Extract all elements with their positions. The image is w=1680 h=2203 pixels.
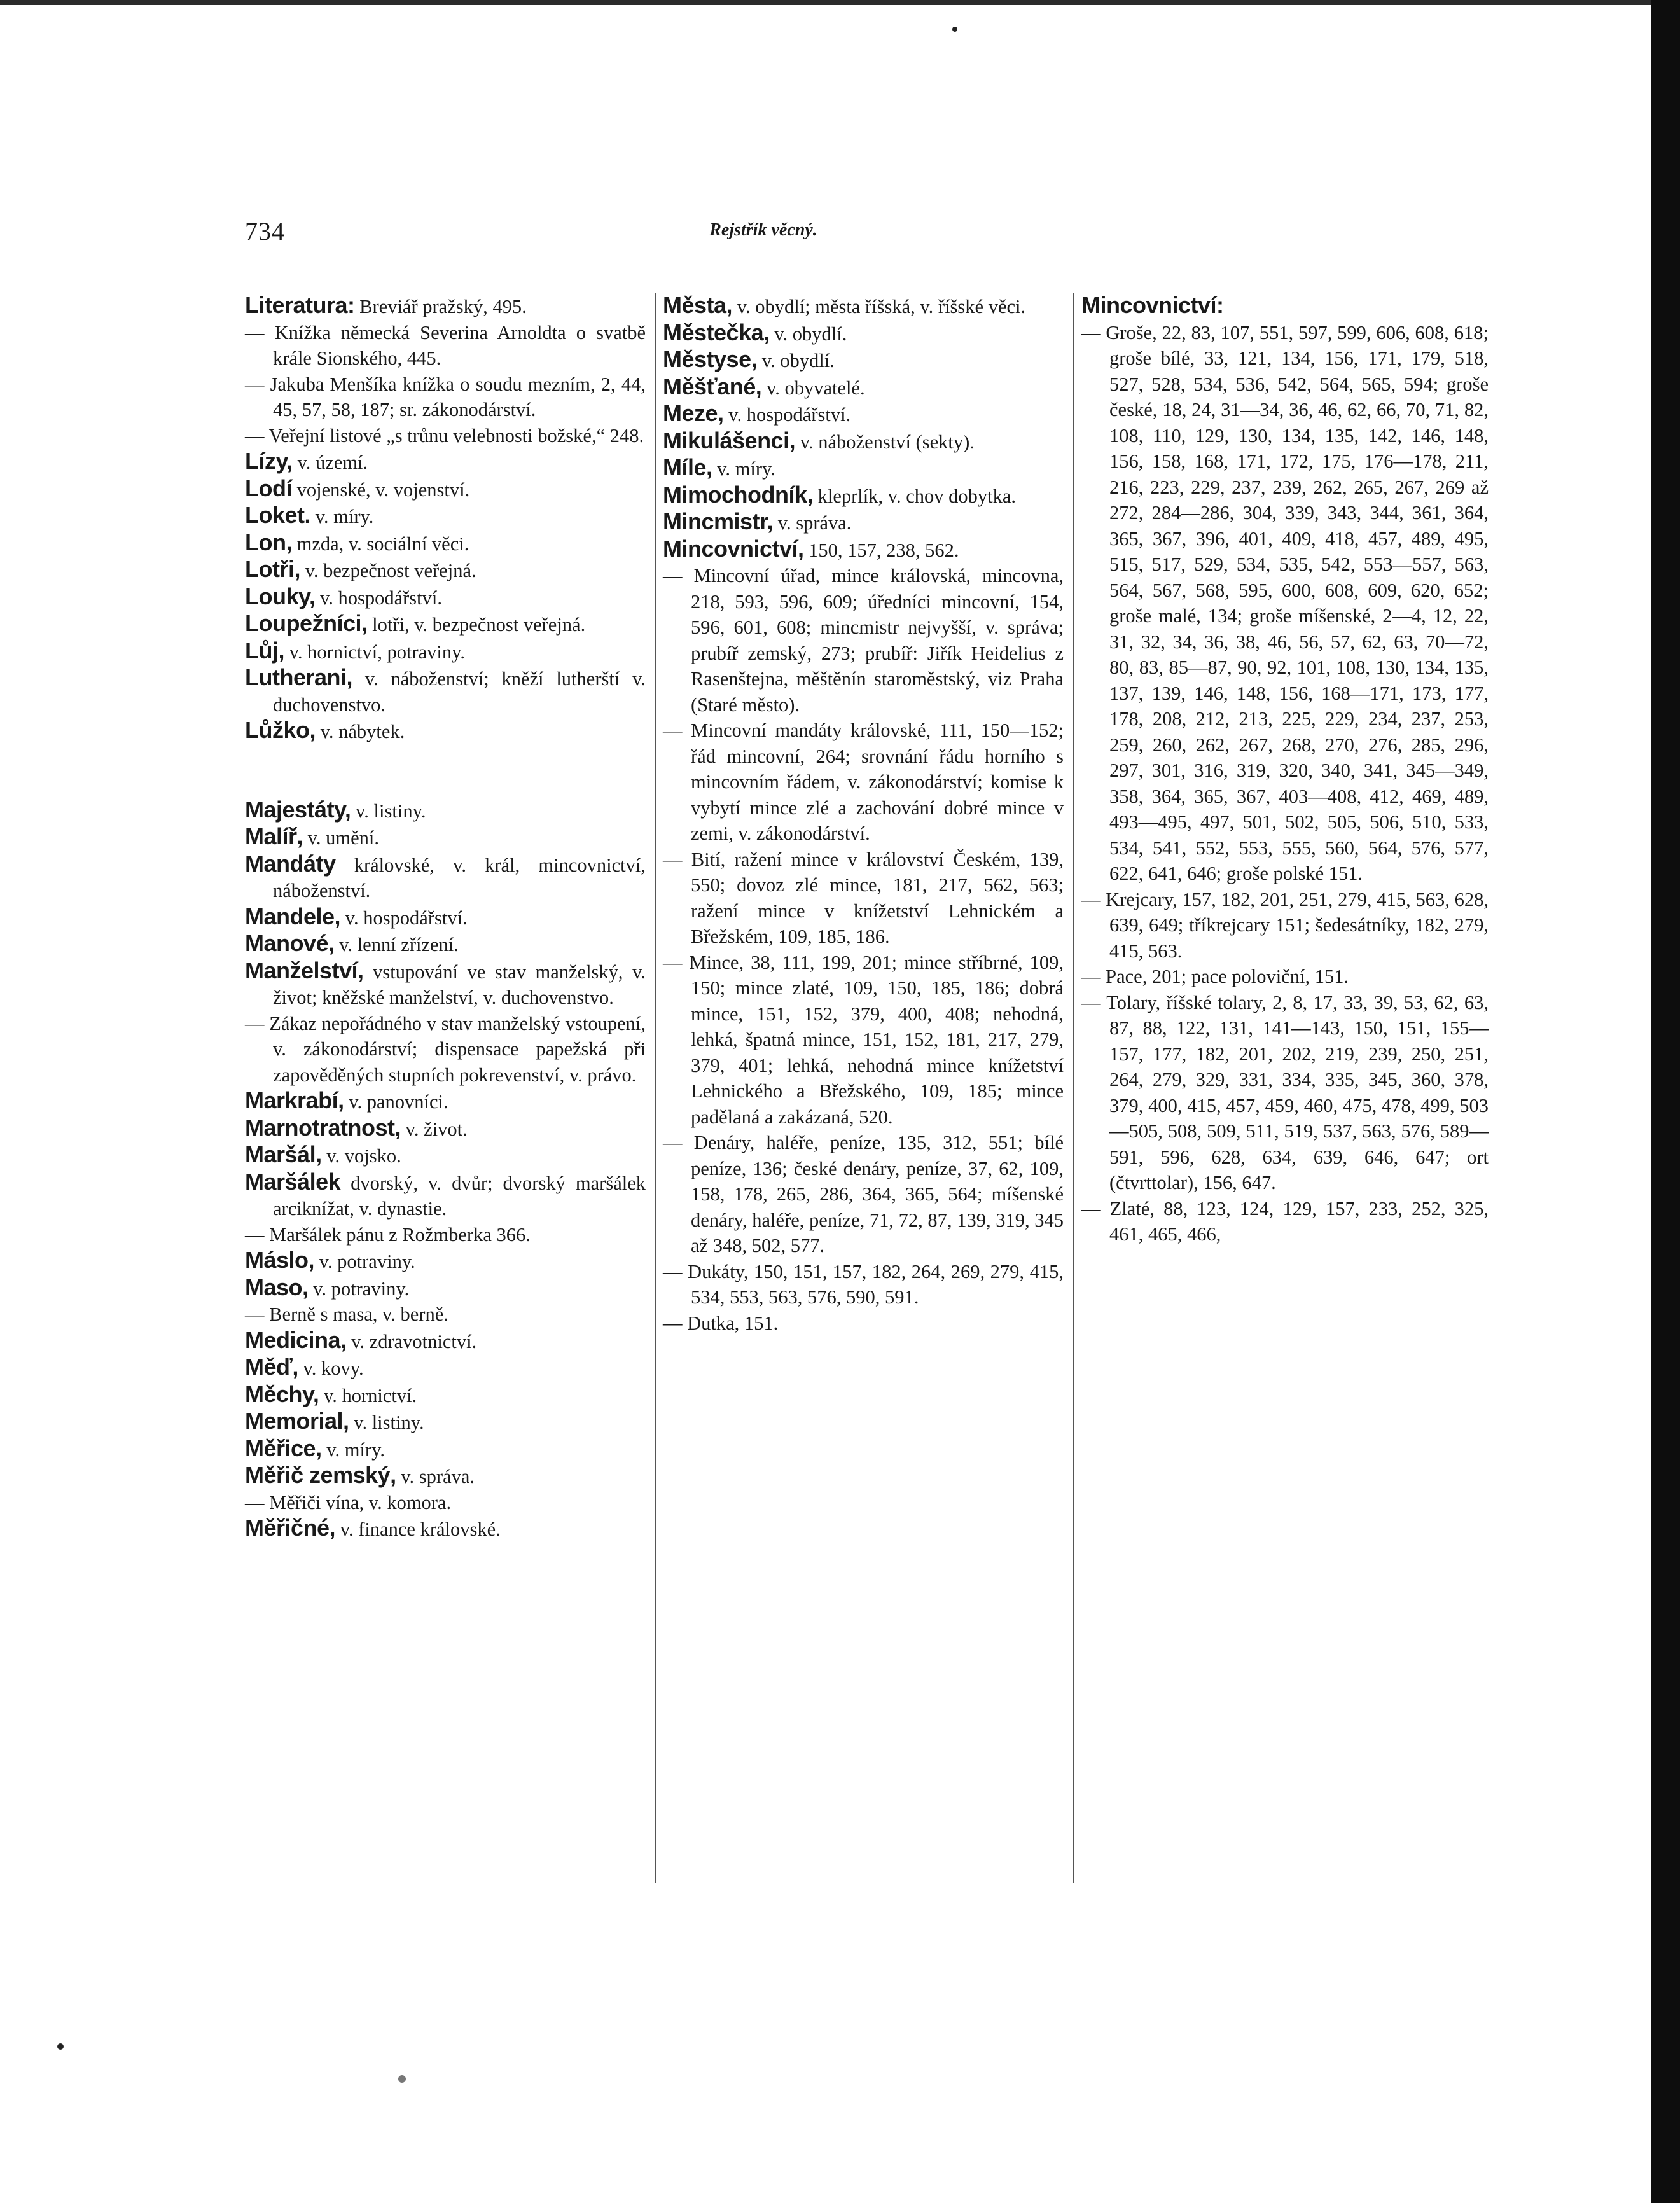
page-number: 734 — [245, 217, 285, 246]
entry-text: — Zlaté, 88, 123, 124, 129, 157, 233, 252, 325, 461, 465, 466, — [1081, 1197, 1489, 1245]
entry-text: lotři, v. bezpečnost veřejná. — [367, 614, 586, 636]
entry-text: — Zákaz nepořádného v stav manželský vstoupení, v. zákonodárství; dispensace papežská při zapověděných stupních pokrevenství, v. právo. — [245, 1012, 646, 1086]
entry-term: Městečka, — [663, 319, 770, 345]
index-entry — [663, 509, 1064, 536]
entry-text: v. správa. — [773, 512, 852, 534]
index-entry — [245, 1463, 646, 1490]
entry-text: v. obydlí; města říšská, v. říšské věci. — [732, 296, 1026, 317]
index-subentry — [1081, 1196, 1489, 1247]
index-entry — [245, 665, 646, 718]
index-entry — [663, 320, 1064, 347]
index-entry — [245, 904, 646, 931]
entry-text: mzda, v. sociální věci. — [291, 532, 469, 555]
index-entry — [245, 1515, 646, 1543]
index-subentry — [663, 1130, 1064, 1259]
entry-text: — Bití, ražení mince v království Českém, 139, 550; dovoz zlé mince, 181, 217, 562, 563; ražení mince v knížetství Lehnickém a Břežském, 109, 185, 186. — [663, 848, 1064, 947]
scan-speck — [952, 27, 957, 32]
entry-term: Mincovnictví: — [1081, 292, 1224, 318]
index-entry — [245, 1247, 646, 1275]
entry-term: Louky, — [245, 583, 316, 609]
index-entry — [663, 455, 1064, 482]
index-entry — [245, 1354, 646, 1382]
entry-term: Mimochodník, — [663, 481, 813, 508]
index-entry — [245, 797, 646, 824]
index-entry — [1081, 293, 1489, 320]
index-entry — [245, 503, 646, 530]
entry-text: v. listiny. — [351, 800, 426, 822]
index-entry — [663, 536, 1064, 564]
index-entry — [245, 1088, 646, 1115]
index-subentry — [245, 1302, 646, 1328]
entry-term: Majestáty, — [245, 796, 351, 823]
entry-text: v. hornictví. — [319, 1384, 417, 1407]
entry-text: v. potraviny. — [314, 1251, 415, 1272]
running-head: Rejstřík věcný. — [709, 220, 817, 240]
index-entry — [245, 718, 646, 745]
entry-text: dvorský, v. dvůr; dvorský maršálek arciknížat, v. dynastie. — [273, 1172, 646, 1220]
entry-term: Memorial, — [245, 1408, 349, 1434]
entry-term: Lůžko, — [245, 717, 316, 743]
entry-text: královské, v. král, mincovnictví, náboženství. — [273, 854, 646, 901]
entry-text: — Mincovní mandáty královské, 111, 150—152; řád mincovní, 264; srovnání řádu horního s mincovním řádem, v. zákonodárství; komise k vybytí mince zlé a zachování dobré mince v zemi, v. zákonodárství. — [663, 719, 1064, 844]
entry-text: — Dutka, 151. — [663, 1312, 779, 1334]
index-subentry — [245, 1222, 646, 1248]
index-entry — [663, 374, 1064, 401]
entry-text: — Denáry, haléře, peníze, 135, 312, 551; bílé peníze, 136; české denáry, peníze, 37, 62, 109, 158, 178, 265, 286, 364, 365, 564; míšenské denáry, haléře, peníze, 71, 72, 87, 139, 319, 345 až 348, 502, 577. — [663, 1132, 1064, 1256]
entry-term: Měchy, — [245, 1380, 319, 1407]
entry-term: Manové, — [245, 930, 335, 956]
entry-term: Lůj, — [245, 637, 284, 664]
index-entry — [663, 428, 1064, 455]
index-entry — [245, 931, 646, 958]
entry-term: Meze, — [663, 400, 724, 426]
index-subentry — [245, 320, 646, 372]
index-entry — [245, 1382, 646, 1409]
scan-speck — [398, 2075, 406, 2083]
index-entry — [245, 1408, 646, 1436]
entry-term: Mikulášenci, — [663, 427, 796, 454]
index-entry — [245, 530, 646, 557]
entry-text: v. hornictví, potraviny. — [284, 641, 466, 663]
entry-text: v. panovníci. — [344, 1091, 448, 1113]
index-subentry — [245, 372, 646, 423]
entry-term: Maso, — [245, 1274, 309, 1300]
index-subentry — [663, 1259, 1064, 1310]
scan-top-edge — [0, 0, 1680, 5]
entry-text: v. míry. — [310, 506, 374, 527]
index-entry — [663, 401, 1064, 428]
entry-text: v. nábytek. — [316, 721, 405, 742]
entry-term: Máslo, — [245, 1247, 315, 1273]
entry-term: Měřičné, — [245, 1515, 336, 1541]
entry-text: v. listiny. — [349, 1412, 424, 1433]
index-entry — [663, 293, 1064, 320]
entry-text: — Groše, 22, 83, 107, 551, 597, 599, 606, 608, 618; groše bílé, 33, 121, 134, 156, 171, 179, 518, 527, 528, 534, 536, 542, 564, 565, 594; groše české, 18, 24, 31—34, 36, 46, 62, 66, 70, 71, 82, 108, 110, 129, 130, 134, 135, 142, 146, 148, 156, 158, 168, 171, 172, 175, 176—178, 211, 216, 223, 229, 237, 239, 262, 265, 267, 269 až 272, 284—286, 304, 339, 343, 344, 361, 364, 365, 367, 396, 401, 409, 418, 457, 489, 495, 515, 517, 529, 534, 535, 542, 553—557, 563, 564, 567, 568, 595, 600, 608, 609, 620, 652; groše malé, 134; groše míšenské, 2—4, 12, 22, 31, 32, 34, 36, 38, 46, 56, 57, 62, 63, 70—72, 80, 83, 85—87, 90, 92, 101, 108, 130, 134, 135, 137, 139, 146, 148, 156, 168—171, 173, 177, 178, 208, 212, 213, 225, 229, 234, 237, 253, 259, 260, 262, 267, 268, 270, 276, 285, 296, 297, 301, 316, 319, 320, 340, 341, 345—349, 358, 364, 365, 367, 403—408, 412, 469, 489, 493—495, 497, 501, 502, 505, 506, 510, 533, 534, 541, 552, 553, 555, 560, 564, 576, 577, 622, 641, 646; groše polské 151. — [1081, 321, 1489, 884]
index-subentry — [245, 423, 646, 449]
entry-text: v. hospodářství. — [340, 907, 468, 929]
entry-text: 150, 157, 238, 562. — [803, 539, 959, 561]
entry-text: v. míry. — [712, 458, 775, 480]
index-entry — [245, 1328, 646, 1355]
index-subentry — [663, 950, 1064, 1130]
index-entry — [245, 851, 646, 904]
index-entry — [245, 293, 646, 320]
entry-text: v. obyvatelé. — [761, 377, 865, 399]
entry-text: — Jakuba Menšíka knížka o soudu mezním, 2, 44, 45, 57, 58, 187; sr. zákonodárství. — [245, 373, 646, 420]
entry-term: Lotři, — [245, 556, 300, 582]
entry-term: Lodí — [245, 475, 292, 501]
entry-text: v. obydlí. — [769, 323, 847, 345]
index-subentry — [245, 1011, 646, 1088]
entry-text: v. míry. — [321, 1438, 385, 1461]
entry-text: v. lenní zřízení. — [334, 934, 459, 956]
index-entry — [663, 347, 1064, 374]
index-subentry — [663, 847, 1064, 950]
index-subentry — [1081, 320, 1489, 887]
entry-term: Loket. — [245, 502, 311, 528]
entry-text: v. vojsko. — [321, 1145, 401, 1167]
entry-text: v. umění. — [303, 827, 380, 849]
entry-text: v. náboženství (sekty). — [795, 431, 975, 453]
index-subentry — [663, 1310, 1064, 1337]
entry-term: Literatura: — [245, 292, 355, 318]
index-entry — [245, 1142, 646, 1169]
entry-text: vstupování ve stav manželský, v. život; kněžské manželství, v. duchovenstvo. — [273, 961, 646, 1008]
entry-term: Mincovnictví, — [663, 535, 804, 562]
index-entry — [245, 557, 646, 584]
scan-speck — [57, 2043, 64, 2050]
entry-term: Markrabí, — [245, 1087, 344, 1113]
entry-term: Měšťané, — [663, 373, 762, 400]
column-divider — [655, 293, 656, 1883]
index-column-2 — [663, 293, 1064, 1336]
entry-text: — Mince, 38, 111, 199, 201; mince stříbrné, 109, 150; mince zlaté, 109, 150, 185, 186; dobrá mince, 151, 152, 379, 400, 408; nehodná, lehká, špatná mince, 151, 152, 181, 217, 279, 379, 401; lehká, nehodná mince knížetství Lehnického a Břežského, 109, 185; mince padělaná a zakázaná, 520. — [663, 951, 1064, 1128]
entry-text: kleprlík, v. chov dobytka. — [813, 485, 1017, 507]
index-entry — [245, 448, 646, 476]
index-subentry — [663, 718, 1064, 847]
entry-text: — Berně s masa, v. berně. — [245, 1303, 448, 1325]
index-entry — [245, 824, 646, 851]
entry-text: — Pace, 201; pace poloviční, 151. — [1081, 966, 1349, 987]
entry-text: v. život. — [401, 1118, 468, 1140]
entry-text: v. zdravotnictví. — [346, 1330, 477, 1352]
entry-text: v. hospodářství. — [723, 404, 851, 426]
index-entry — [245, 1275, 646, 1302]
index-entry — [245, 1436, 646, 1463]
index-column-3 — [1081, 293, 1489, 1247]
entry-term: Malíř, — [245, 823, 303, 849]
index-entry — [245, 584, 646, 611]
entry-text: v. finance královské. — [335, 1518, 501, 1540]
index-subentry — [1081, 887, 1489, 964]
entry-term: Města, — [663, 292, 733, 318]
index-subentry — [1081, 964, 1489, 990]
entry-term: Městyse, — [663, 346, 758, 372]
entry-text: — Měřiči vína, v. komora. — [245, 1491, 452, 1513]
entry-text: — Dukáty, 150, 151, 157, 182, 264, 269, 279, 415, 534, 553, 563, 576, 590, 591. — [663, 1260, 1064, 1308]
entry-text: v. potraviny. — [308, 1277, 410, 1300]
index-entry — [663, 482, 1064, 510]
entry-text: Breviář pražský, 495. — [354, 296, 527, 317]
column-divider — [1073, 293, 1074, 1883]
entry-term: Loupežníci, — [245, 610, 368, 636]
entry-term: Lutherani, — [245, 664, 353, 690]
entry-text: v. náboženství; kněží lutherští v. duchovenstvo. — [273, 668, 646, 716]
entry-term: Lízy, — [245, 448, 293, 474]
index-entry — [245, 476, 646, 503]
entry-term: Medicina, — [245, 1326, 347, 1353]
entry-text: — Knížka německá Severina Arnoldta o svatbě krále Sionského, 445. — [245, 321, 646, 369]
index-subentry — [245, 1490, 646, 1516]
index-entry — [245, 1169, 646, 1222]
entry-term: Manželství, — [245, 957, 364, 983]
section-gap — [245, 745, 646, 797]
entry-term: Měřice, — [245, 1435, 322, 1461]
scan-right-edge — [1651, 0, 1680, 2203]
index-entry — [245, 638, 646, 665]
entry-text: — Veřejní listové „s trůnu velebnosti božské,“ 248. — [245, 424, 644, 447]
entry-text: v. kovy. — [298, 1358, 364, 1379]
entry-term: Měď, — [245, 1354, 298, 1380]
entry-text: — Mincovní úřad, mince královská, mincovna, 218, 593, 596, 609; úředníci mincovní, 154, 596, 601, 608; mincmistr nejvyšší, v. správa; prubíř zemský, 273; prubíř: Jiřík Heidelius z Rasenštejna, měštěnín staroměstský, viz Praha (Staré město). — [663, 565, 1064, 716]
entry-term: Mincmistr, — [663, 508, 774, 534]
index-subentry — [663, 563, 1064, 718]
entry-term: Maršál, — [245, 1141, 322, 1167]
entry-text: v. obydlí. — [757, 350, 835, 372]
entry-text: vojenské, v. vojenství. — [291, 478, 470, 501]
index-entry — [245, 611, 646, 638]
entry-text: v. hospodářství. — [315, 587, 442, 609]
entry-term: Mandele, — [245, 903, 341, 929]
entry-text: v. bezpečnost veřejná. — [300, 560, 476, 581]
page-header — [245, 216, 1282, 261]
entry-term: Marnotratnost, — [245, 1114, 401, 1141]
index-subentry — [1081, 990, 1489, 1196]
entry-text: — Tolary, říšské tolary, 2, 8, 17, 33, 39, 53, 62, 63, 87, 88, 122, 131, 141—143, 150, 151, 155—157, 177, 182, 201, 202, 219, 239, 250, 251, 264, 279, 329, 331, 334, 335, 345, 360, 378, 379, 400, 415, 457, 459, 460, 475, 478, 499, 503—505, 508, 509, 511, 519, 537, 563, 576, 589—591, 596, 628, 634, 639, 646, 647; ort (čtvrttolar), 156, 647. — [1081, 991, 1489, 1193]
entry-term: Mandáty — [245, 850, 336, 877]
entry-term: Maršálek — [245, 1168, 341, 1195]
entry-term: Míle, — [663, 454, 712, 480]
entry-text: — Krejcary, 157, 182, 201, 251, 279, 415, 563, 628, 639, 649; tříkrejcary 151; šedesátníky, 182, 279, 415, 563. — [1081, 888, 1489, 962]
entry-text: v. území. — [292, 452, 368, 473]
index-entry — [245, 958, 646, 1011]
entry-term: Lon, — [245, 529, 292, 555]
entry-text: — Maršálek pánu z Rožmberka 366. — [245, 1223, 531, 1246]
entry-text: v. správa. — [396, 1466, 475, 1487]
index-column-1 — [245, 293, 646, 1543]
index-entry — [245, 1115, 646, 1143]
entry-term: Měřič zemský, — [245, 1462, 396, 1488]
